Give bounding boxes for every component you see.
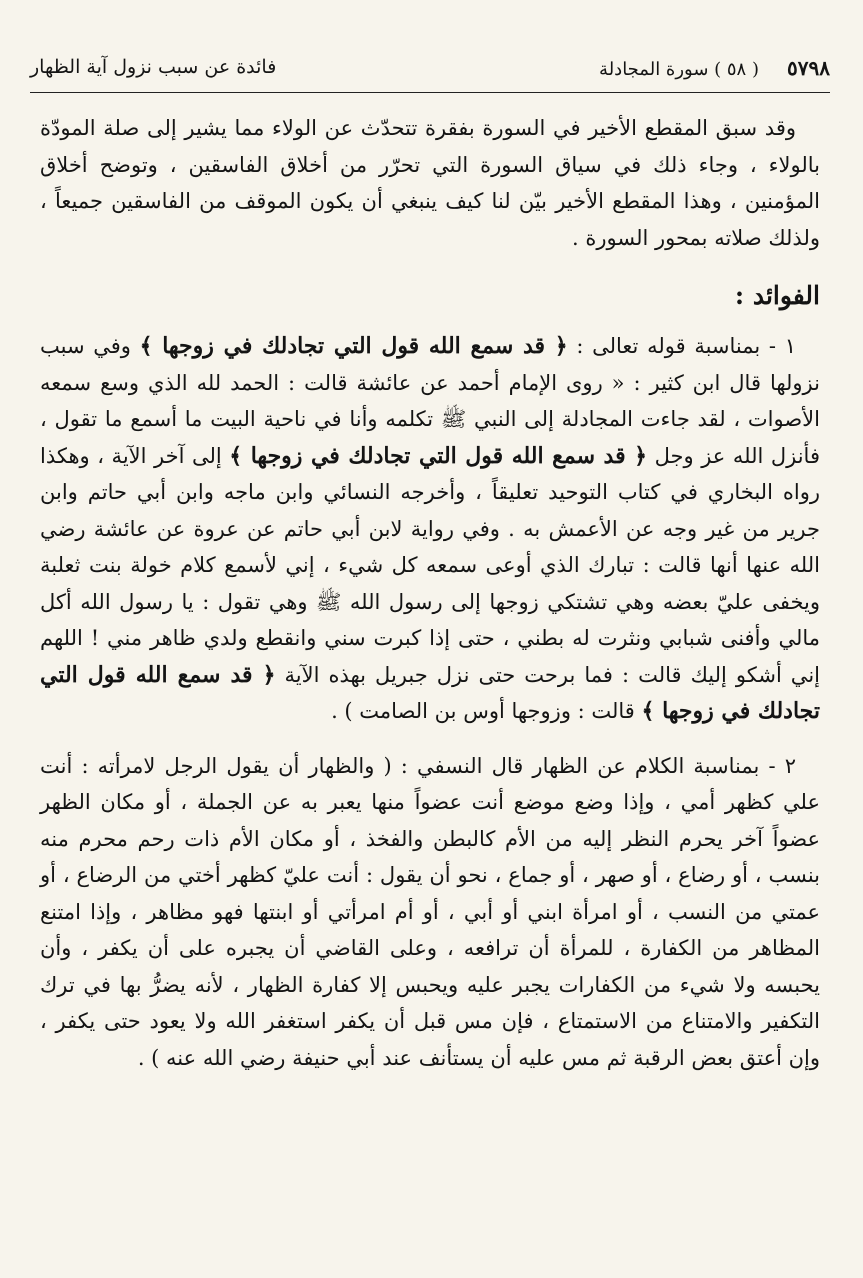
intro-paragraph (40, 110, 820, 256)
intro-text: وقد سبق المقطع الأخير في السورة بفقرة تتحدّث عن الولاء مما يشير إلى صلة المودّة بالولاء ، وجاء ذلك في سياق السورة التي تحرّر من أخلاق الفاسقين ، وتوضح أخلاق المؤمنين ، وهذا المقطع الأخير بيّن لنا كيف ينبغي أن يكون الموقف من الفاسقين جميعاً ، ولذلك صلاته بمحور السورة . (40, 116, 820, 250)
header-divider (30, 92, 830, 93)
page-number: ٥٧٩٨ (787, 56, 830, 80)
section-heading: الفوائد : (734, 281, 820, 310)
fawaid-2-paragraph (40, 748, 820, 1077)
fawaid-1-text-3: قالت : وزوجها أوس بن الصامت ) . (331, 699, 642, 723)
running-title: فائدة عن سبب نزول آية الظهار (30, 56, 277, 78)
header-right-group (599, 56, 830, 80)
fawaid-2-text: ٢ - بمناسبة الكلام عن الظهار قال النسفي : ( والظهار أن يقول الرجل لامرأته : أنت علي كظهر أمي ، وإذا وضع موضع أنت عضواً منها يعبر به عن الجملة ، أو مكان الظهر عضواً آخر يحرم النظر إليه من الأم كالبطن والفخذ ، أو مكان الأم ذات رحم محرم منه بنسب ، أو رضاع ، أو صهر ، أو جماع ، نحو أن يقول : أنت عليّ كظهر أختي من الرضاع ، أو عمتي من النسب ، أو امرأة ابني أو أبي ، أو أم امرأتي أو ابنتها فهو مظاهر ، وإذا امتنع المظاهر من الكفارة ، للمرأة أن ترافعه ، وعلى القاضي أن يجبره على أن يكفر ، وأن يحبسه ولا شيء من الكفارات يجبر عليه ويحبس إلا كفارة الظهار ، لأنه يضرُّ بها في ترك التكفير والامتناع من الاستمتاع ، فإن مس قبل أن يكفر استغفر الله ولا يعود حتى يكفر ، وإن أعتق بعض الرقبة ثم مس عليه أن يستأنف عند أبي حنيفة رضي الله عنه ) . (40, 753, 820, 1070)
fawaid-1-lead: ١ - بمناسبة قوله تعالى : (567, 334, 796, 358)
quran-verse-2: ﴿ قد سمع الله قول التي تجادلك في زوجها ﴾ (229, 442, 648, 469)
surah-title: ( ٥٨ ) سورة المجادلة (599, 59, 759, 80)
fawaid-1-paragraph (40, 328, 820, 730)
page-header (30, 52, 830, 92)
quran-verse-3: ﴿ قد سمع الله قول التي تجادلك في زوجها ﴾ (40, 661, 820, 724)
quran-verse-1: ﴿ قد سمع الله قول التي تجادلك في زوجها ﴾ (139, 333, 568, 359)
fawaid-1-text-2: إلى آخر الآية ، وهكذا رواه البخاري في كتاب التوحيد تعليقاً ، وأخرجه النسائي وابن ماجه وابن أبي حاتم وابن جرير من غير وجه عن الأعمش به . وفي رواية لابن أبي حاتم عن عروة عن عائشة رضي الله عنها أنها قالت : تبارك الذي أوعى سمعه كل شيء ، إني لأسمع كلام خولة بنت ثعلبة ويخفى عليّ بعضه وهي تشتكي زوجها إلى رسول الله ﷺ وهي تقول : يا رسول الله أكل مالي وأفنى شبابي ونثرت له بطني ، حتى إذا كبرت سني وانقطع ولدي ظاهر مني ! اللهم إني أشكو إليك قالت : فما برحت حتى نزل جبريل بهذه الآية (40, 443, 820, 687)
page-body (40, 110, 820, 1076)
fawaid-1-text-1: وفي سبب نزولها قال ابن كثير : « روى الإمام أحمد عن عائشة قالت : الحمد لله الذي وسع سمعه الأصوات ، لقد جاءت المجادلة إلى النبي ﷺ تكلمه وأنا في ناحية البيت ما أسمع ما تقول ، فأنزل الله عز وجل (40, 334, 820, 468)
